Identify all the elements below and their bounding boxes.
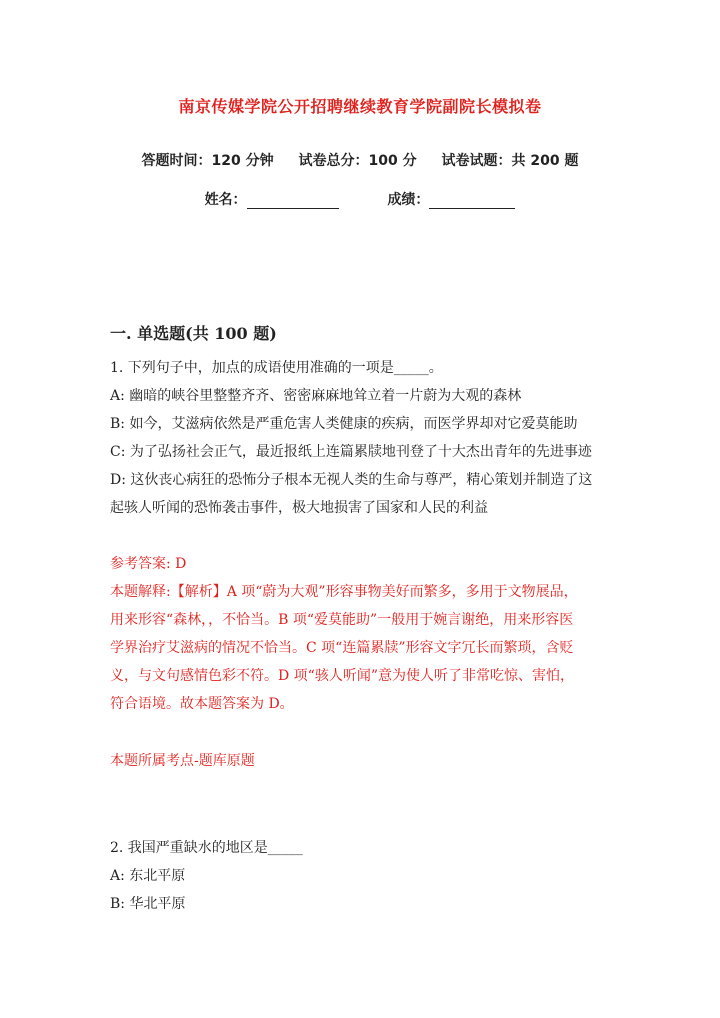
- question-1-explanation-3: 学界治疗艾滋病的情况不恰当。C 项“连篇累牍”形容文字冗长而繁琐，含贬: [110, 640, 574, 656]
- question-1-option-a: A: 幽暗的峡谷里整整齐齐、密密麻麻地耸立着一片蔚为大观的森林: [110, 388, 522, 404]
- section-title: 一. 单选题(共 100 题): [110, 324, 277, 343]
- question-1-topic: 本题所属考点-题库原题: [110, 753, 255, 769]
- question-1-explanation-1: 本题解释:【解析】A 项“蔚为大观”形容事物美好而繁多，多用于文物展品，: [110, 584, 578, 600]
- exam-total-score: 试卷总分：100 分: [298, 153, 417, 169]
- name-field: [205, 189, 339, 209]
- name-blank: [247, 194, 339, 209]
- exam-question-count: 试卷试题：共 200 题: [441, 153, 579, 169]
- exam-meta: [0, 150, 720, 170]
- question-1-option-d: D: 这伙丧心病狂的恐怖分子根本无视人类的生命与尊严，精心策划并制造了这: [110, 472, 593, 488]
- question-2-option-b: B: 华北平原: [110, 896, 186, 912]
- name-label: 姓名：: [204, 192, 247, 208]
- exam-time: 答题时间：120 分钟: [141, 153, 274, 169]
- question-1-explanation-4: 义，与文句感情色彩不符。D 项“骇人听闻”意为使人听了非常吃惊、害怕，: [110, 668, 574, 684]
- score-blank: [429, 194, 515, 209]
- exam-title: 南京传媒学院公开招聘继续教育学院副院长模拟卷: [178, 97, 542, 116]
- question-1-answer: 参考答案: D: [110, 556, 187, 572]
- score-label: 成绩：: [387, 192, 430, 208]
- question-1-stem: 1. 下列句子中，加点的成语使用准确的一项是_____。: [110, 360, 443, 376]
- question-1-option-b: B: 如今，艾滋病依然是严重危害人类健康的疾病，而医学界却对它爱莫能助: [110, 416, 578, 432]
- question-2-stem: 2. 我国严重缺水的地区是_____: [110, 840, 303, 856]
- candidate-info: [0, 189, 720, 209]
- question-1-explanation-2: 用来形容“森林，，不恰当。B 项“爱莫能助”一般用于婉言谢绝，用来形容医: [110, 612, 574, 628]
- question-2-option-a: A: 东北平原: [110, 868, 186, 884]
- question-1-option-c: C: 为了弘扬社会正气，最近报纸上连篇累牍地刊登了十大杰出青年的先进事迹: [110, 444, 592, 460]
- score-field: [387, 189, 515, 209]
- question-1-option-d-cont: 起骇人听闻的恐怖袭击事件，极大地损害了国家和人民的利益: [110, 500, 488, 516]
- question-1-explanation-5: 符合语境。故本题答案为 D。: [110, 696, 294, 712]
